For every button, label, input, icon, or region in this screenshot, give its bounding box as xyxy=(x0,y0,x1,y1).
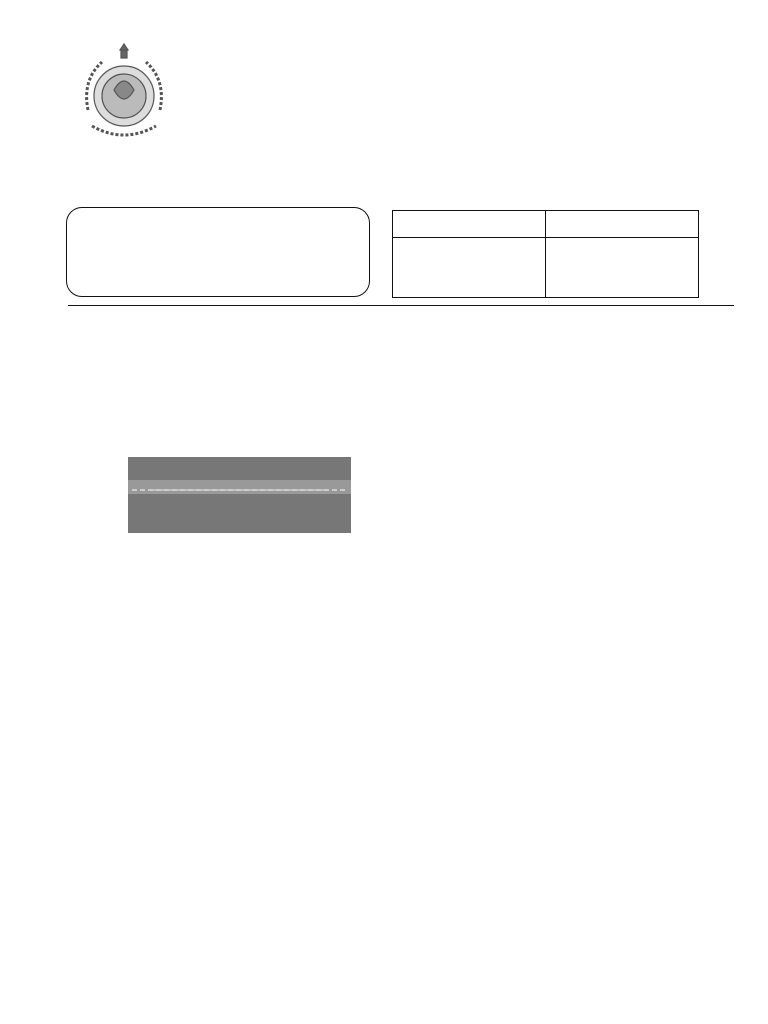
q4-option-a[interactable] xyxy=(125,844,151,861)
question-5 xyxy=(90,900,124,917)
q5-option-c[interactable] xyxy=(125,956,151,973)
question-1 xyxy=(90,340,124,357)
base-ten-blocks-picture xyxy=(128,640,598,825)
q1-option-c[interactable] xyxy=(125,395,151,412)
q5-option-b[interactable] xyxy=(125,937,151,954)
q4-option-b[interactable] xyxy=(125,862,151,879)
grade-table xyxy=(392,210,699,298)
school-logo xyxy=(78,40,170,150)
q5-option-a[interactable] xyxy=(125,918,151,935)
identity-row-name[interactable] xyxy=(82,216,178,231)
question-4 xyxy=(90,825,124,842)
q2-option-c[interactable] xyxy=(125,601,151,618)
question-2 xyxy=(90,413,124,430)
street-map-picture xyxy=(128,432,351,542)
q2-option-b[interactable] xyxy=(125,582,151,599)
q1-option-a[interactable] xyxy=(125,358,151,375)
grade-header xyxy=(393,211,546,238)
identity-row-class[interactable] xyxy=(82,235,178,250)
section-instruction xyxy=(72,320,98,337)
question-3 xyxy=(90,620,124,637)
parent-sign-cell[interactable] xyxy=(546,238,699,298)
parent-sign-header xyxy=(546,211,699,238)
q1-option-b[interactable] xyxy=(125,376,151,393)
grade-cell[interactable] xyxy=(393,238,546,298)
identity-row-date[interactable] xyxy=(82,253,178,268)
q4-option-c[interactable] xyxy=(125,881,151,898)
q2-option-a[interactable] xyxy=(125,564,151,581)
divider xyxy=(68,305,734,306)
